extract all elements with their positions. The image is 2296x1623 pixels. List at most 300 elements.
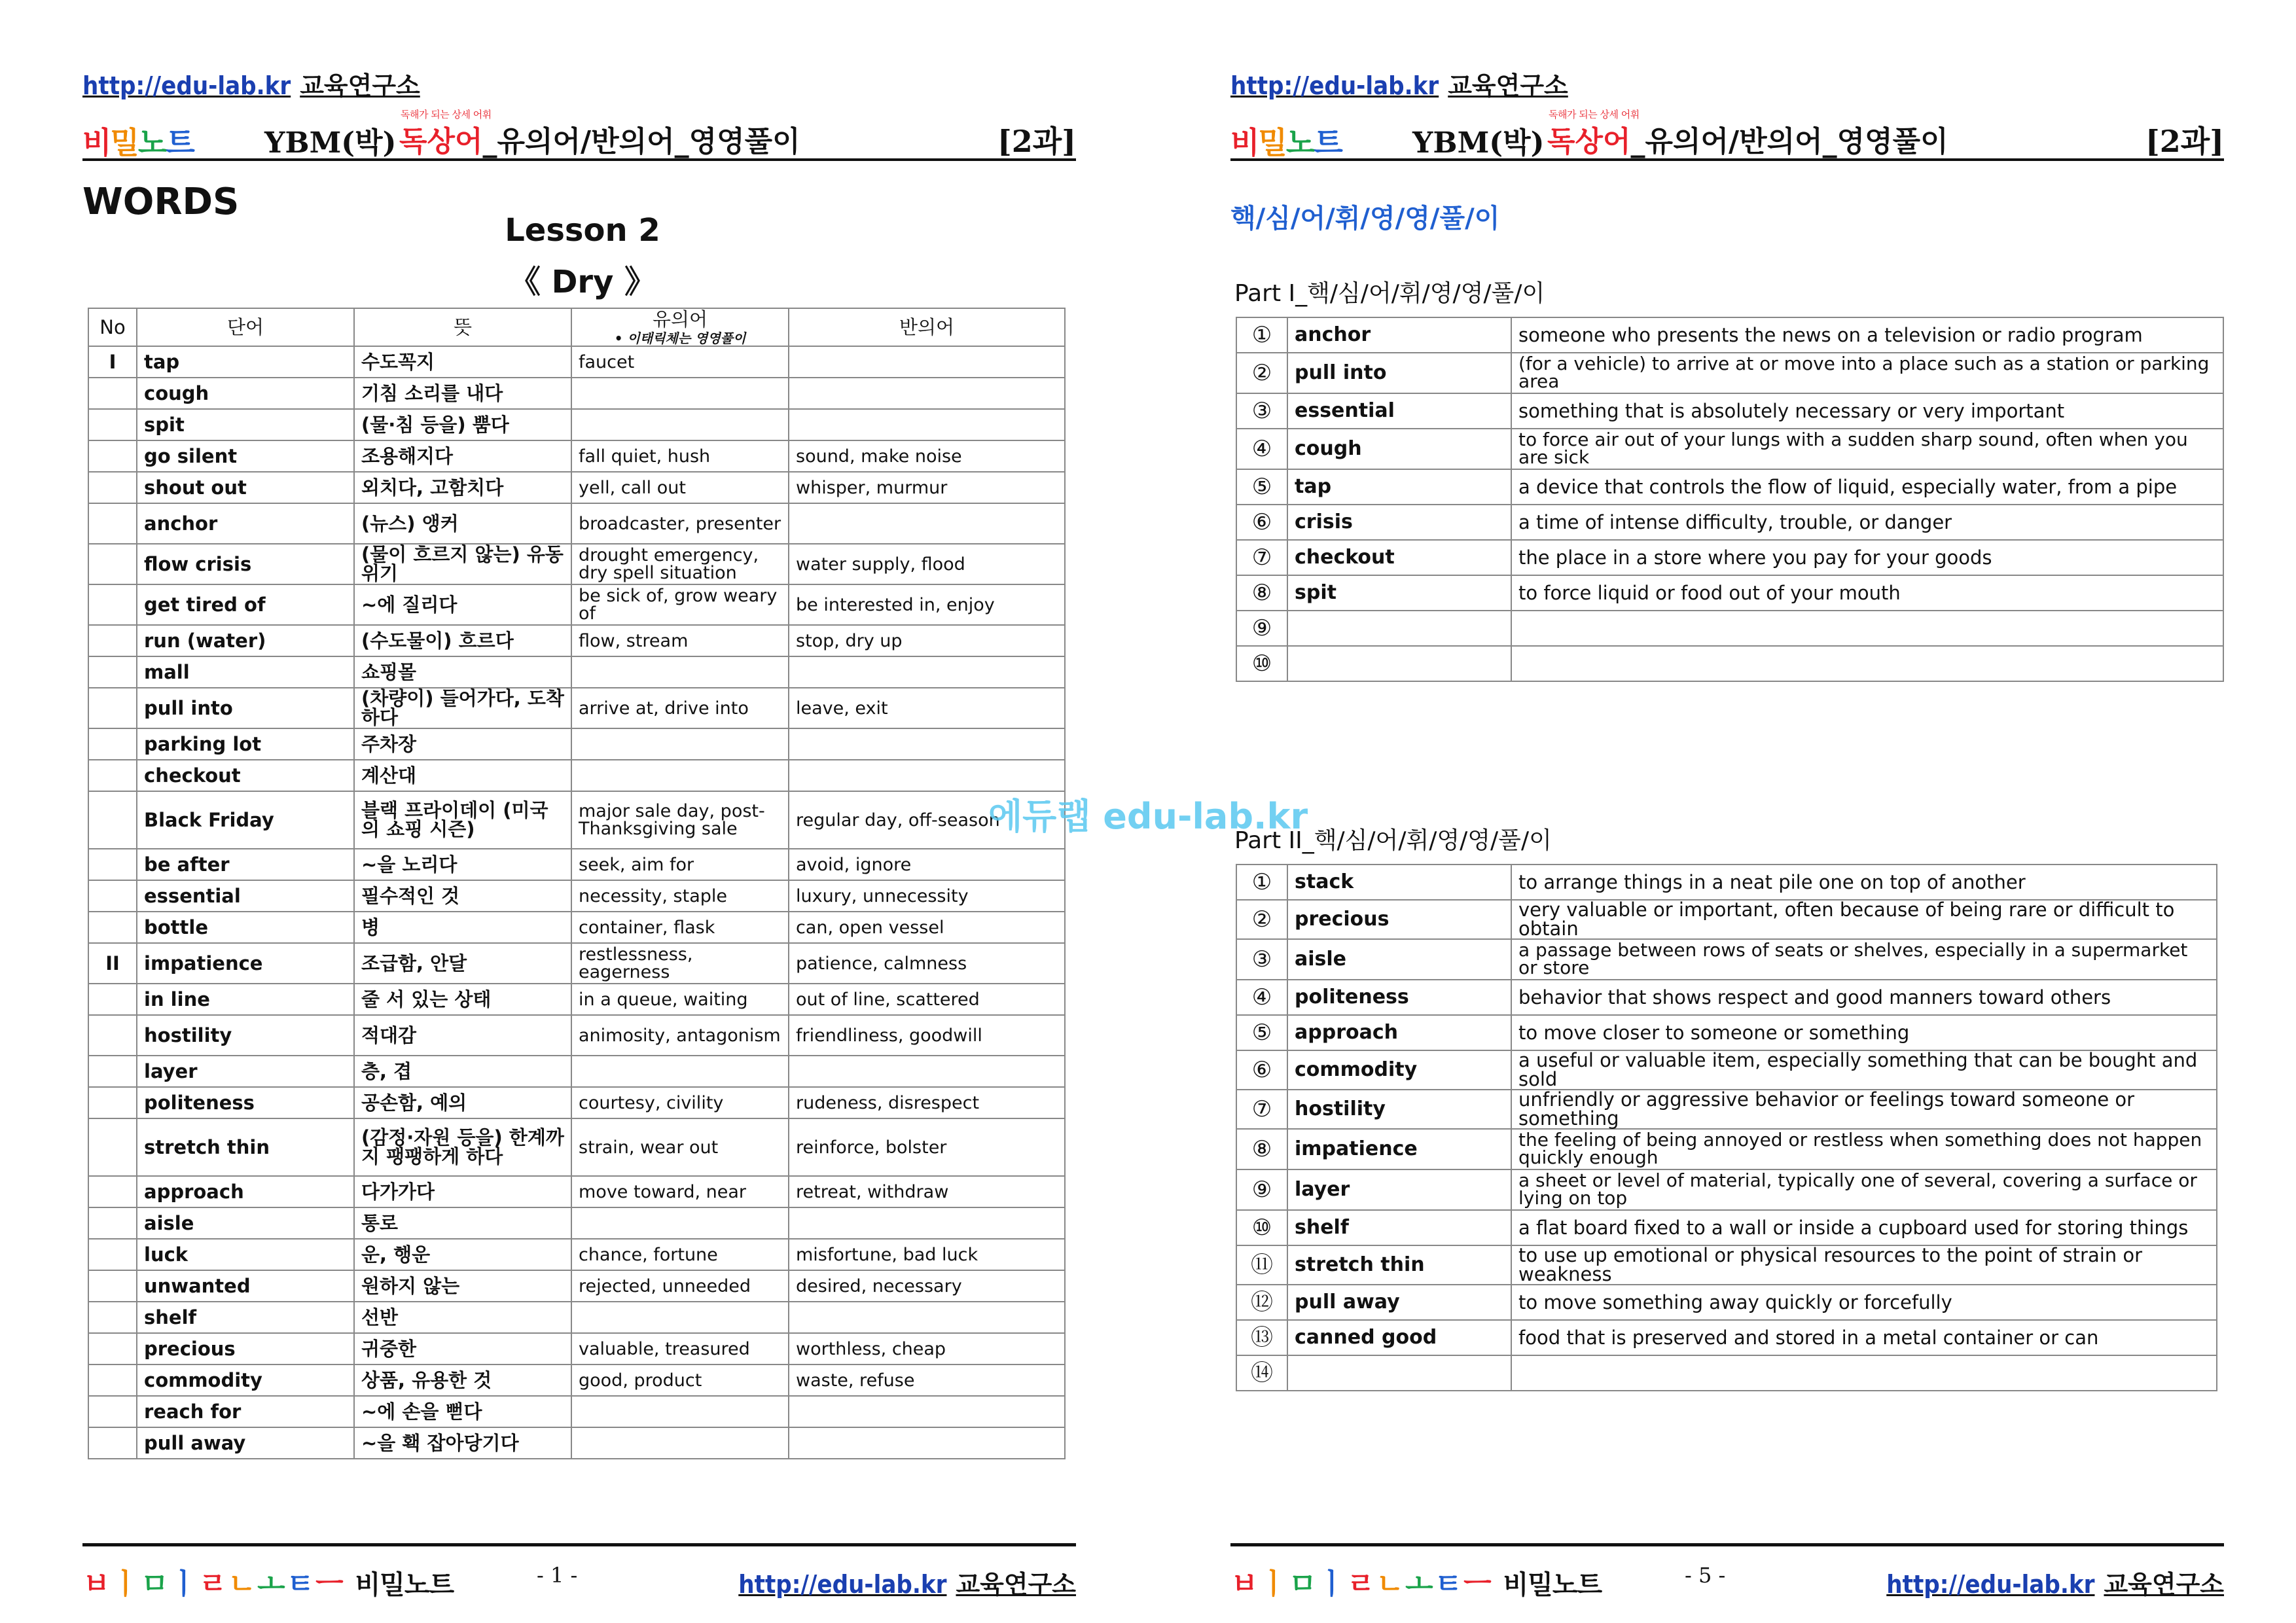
definition-row	[1236, 393, 2223, 429]
col-no: No	[88, 308, 137, 346]
vocab-meaning: (차량이) 들어가다, 도착하다	[354, 688, 571, 728]
row-number	[88, 656, 137, 688]
vocab-antonym: leave, exit	[789, 688, 1065, 728]
vocab-word: luck	[137, 1239, 354, 1270]
vocab-word: approach	[137, 1176, 354, 1207]
table-row	[88, 912, 1065, 943]
vocab-antonym: desired, necessary	[789, 1270, 1065, 1302]
table-row	[88, 584, 1065, 625]
vocab-meaning: (물·침 등을) 뿜다	[354, 409, 571, 440]
vocab-antonym: stop, dry up	[789, 625, 1065, 656]
vocab-word: aisle	[137, 1207, 354, 1239]
table-row	[88, 760, 1065, 791]
vocab-synonym	[571, 1302, 789, 1333]
vocab-meaning: ~을 홱 잡아당기다	[354, 1427, 571, 1459]
table-row	[88, 791, 1065, 849]
table-row	[88, 1427, 1065, 1459]
definition-term: cough	[1287, 429, 1511, 469]
footer-url-line[interactable]: http://edu-lab.kr 교육연구소	[1886, 1570, 2224, 1599]
vocab-antonym: worthless, cheap	[789, 1333, 1065, 1364]
vocab-synonym: animosity, antagonism	[571, 1015, 789, 1056]
vocab-meaning: 필수적인 것	[354, 880, 571, 912]
vocab-synonym	[571, 378, 789, 409]
row-number	[88, 984, 137, 1015]
definition-row	[1236, 353, 2223, 393]
part2-title: Part II_핵/심/어/휘/영/영/풀/이	[1234, 827, 1552, 854]
definition-number: ⑤	[1236, 469, 1287, 505]
definition-row	[1236, 1210, 2217, 1245]
vocab-word: hostility	[137, 1015, 354, 1056]
row-number	[88, 1056, 137, 1087]
definition-term: shelf	[1287, 1210, 1511, 1245]
vocab-word: pull away	[137, 1427, 354, 1459]
lesson-title: Lesson 2	[505, 212, 660, 249]
vocab-antonym	[789, 1207, 1065, 1239]
definition-number: ④	[1236, 429, 1287, 469]
table-row	[88, 1087, 1065, 1118]
vocab-antonym	[789, 1427, 1065, 1459]
vocab-word: stretch thin	[137, 1118, 354, 1176]
vocab-word: cough	[137, 378, 354, 409]
vocab-antonym	[789, 728, 1065, 760]
table-row	[88, 656, 1065, 688]
vocab-meaning: 다가가다	[354, 1176, 571, 1207]
definition-row	[1236, 980, 2217, 1015]
definition-row	[1236, 429, 2223, 469]
row-number	[88, 1207, 137, 1239]
vocab-meaning: 적대감	[354, 1015, 571, 1056]
vocab-word: parking lot	[137, 728, 354, 760]
vocab-antonym: reinforce, bolster	[789, 1118, 1065, 1176]
vocab-meaning: 조급함, 안달	[354, 943, 571, 984]
lesson-tag: [2과]	[2145, 124, 2224, 159]
vocab-word: layer	[137, 1056, 354, 1087]
vocab-meaning: 블랙 프라이데이 (미국의 쇼핑 시즌)	[354, 791, 571, 849]
vocab-synonym: container, flask	[571, 912, 789, 943]
vocab-synonym: rejected, unneeded	[571, 1270, 789, 1302]
definition-term: stack	[1287, 865, 1511, 900]
definition-row	[1236, 1320, 2217, 1355]
row-number	[88, 625, 137, 656]
row-number	[88, 1176, 137, 1207]
vocab-synonym: restlessness, eagerness	[571, 943, 789, 984]
definition-number: ①	[1236, 865, 1287, 900]
vocab-word: spit	[137, 409, 354, 440]
definition-term: anchor	[1287, 317, 1511, 353]
footer-url-line[interactable]: http://edu-lab.kr 교육연구소	[738, 1570, 1076, 1599]
definition-number: ①	[1236, 317, 1287, 353]
definition-text: a useful or valuable item, especially something that can be bought and sold	[1511, 1050, 2217, 1090]
vocab-word: pull into	[137, 688, 354, 728]
definition-row	[1236, 865, 2217, 900]
brand-logo: 비밀노트	[1230, 125, 1342, 160]
vocab-synonym: chance, fortune	[571, 1239, 789, 1270]
definition-row	[1236, 469, 2223, 505]
definition-term: precious	[1287, 900, 1511, 939]
publisher: YBM(박)	[264, 126, 397, 160]
definition-term: crisis	[1287, 505, 1511, 540]
definition-term: layer	[1287, 1169, 1511, 1210]
vocab-word: essential	[137, 880, 354, 912]
vocab-synonym: move toward, near	[571, 1176, 789, 1207]
table-row	[88, 1056, 1065, 1087]
table-row	[88, 849, 1065, 880]
definition-text: someone who presents the news on a television or radio program	[1511, 317, 2223, 353]
series-tagline: 독해가 되는 상세 어휘	[401, 109, 492, 120]
vocab-antonym	[789, 346, 1065, 378]
row-number	[88, 503, 137, 544]
row-number	[88, 1239, 137, 1270]
definition-row	[1236, 505, 2223, 540]
vocab-antonym: friendliness, goodwill	[789, 1015, 1065, 1056]
footer-rule	[82, 1543, 1076, 1546]
definition-text: a time of intense difficulty, trouble, or danger	[1511, 505, 2223, 540]
definition-number: ⑩	[1236, 646, 1287, 681]
vocab-meaning: 기침 소리를 내다	[354, 378, 571, 409]
definition-text	[1511, 611, 2223, 646]
vocab-meaning: 수도꼭지	[354, 346, 571, 378]
page-header	[1230, 99, 2224, 161]
definition-row	[1236, 1129, 2217, 1169]
definition-number: ⑪	[1236, 1245, 1287, 1285]
definition-text: unfriendly or aggressive behavior or feelings toward someone or something	[1511, 1090, 2217, 1129]
definition-text: to move something away quickly or forcefully	[1511, 1285, 2217, 1320]
footer-logo: ㅂㅣㅁㅣㄹㄴㅗㅌㅡ 비밀노트	[1230, 1567, 1602, 1601]
vocab-synonym: broadcaster, presenter	[571, 503, 789, 544]
vocab-antonym	[789, 1302, 1065, 1333]
vocab-word: anchor	[137, 503, 354, 544]
series-tagline: 독해가 되는 상세 어휘	[1549, 109, 1640, 120]
row-number	[88, 1333, 137, 1364]
row-number	[88, 728, 137, 760]
definition-term	[1287, 611, 1511, 646]
row-number	[88, 544, 137, 584]
vocab-antonym: can, open vessel	[789, 912, 1065, 943]
footer-url[interactable]: http://edu-lab.kr	[1886, 1570, 2095, 1599]
watermark: 에듀랩 edu-lab.kr	[988, 796, 1308, 837]
vocab-meaning: 귀중한	[354, 1333, 571, 1364]
lesson-tag: [2과]	[997, 124, 1076, 159]
row-number	[88, 1427, 137, 1459]
vocab-synonym: necessity, staple	[571, 880, 789, 912]
col-synonym: 유의어 • 이태릭체는 영영풀이	[571, 308, 789, 346]
row-number	[88, 472, 137, 503]
definition-row	[1236, 646, 2223, 681]
vocab-antonym: be interested in, enjoy	[789, 584, 1065, 625]
table-row	[88, 1176, 1065, 1207]
table-row	[88, 943, 1065, 984]
vocab-synonym: seek, aim for	[571, 849, 789, 880]
header-url-line[interactable]	[82, 65, 420, 101]
vocab-meaning: (뉴스) 앵커	[354, 503, 571, 544]
definition-term: approach	[1287, 1015, 1511, 1050]
table-row	[88, 1333, 1065, 1364]
page-number: - 5 -	[1685, 1563, 1726, 1588]
vocab-synonym: valuable, treasured	[571, 1333, 789, 1364]
brand-logo: 비밀노트	[82, 125, 194, 160]
vocabulary-table	[88, 308, 1066, 1459]
row-number	[88, 760, 137, 791]
definition-row	[1236, 540, 2223, 575]
vocab-antonym: sound, make noise	[789, 440, 1065, 472]
words-title: WORDS	[82, 181, 240, 223]
vocab-antonym	[789, 409, 1065, 440]
definition-number: ⑧	[1236, 1129, 1287, 1169]
table-row	[88, 1207, 1065, 1239]
vocab-word: Black Friday	[137, 791, 354, 849]
vocab-synonym: drought emergency, dry spell situation	[571, 544, 789, 584]
vocab-word: precious	[137, 1333, 354, 1364]
vocab-meaning: 쇼핑몰	[354, 656, 571, 688]
series-title: 독해가 되는 상세 어휘 독상어_유의어/반의어_영영풀이	[399, 109, 800, 158]
synonym-note: • 이태릭체는 영영풀이	[614, 330, 746, 346]
vocab-meaning: 줄 서 있는 상태	[354, 984, 571, 1015]
definition-number: ⑩	[1236, 1210, 1287, 1245]
table-row	[88, 1239, 1065, 1270]
vocab-meaning: 병	[354, 912, 571, 943]
definition-row	[1236, 900, 2217, 939]
definition-text: to use up emotional or physical resources to the point of strain or weakness	[1511, 1245, 2217, 1285]
vocab-word: in line	[137, 984, 354, 1015]
definition-text: very valuable or important, often because of being rare or difficult to obtain	[1511, 900, 2217, 939]
header-url-line[interactable]	[1230, 65, 1568, 101]
row-number	[88, 378, 137, 409]
vocab-word: impatience	[137, 943, 354, 984]
vocab-antonym	[789, 378, 1065, 409]
definition-row	[1236, 317, 2223, 353]
definition-number: ③	[1236, 393, 1287, 429]
row-number	[88, 912, 137, 943]
vocab-antonym: regular day, off-season	[789, 791, 1065, 849]
definition-term: pull into	[1287, 353, 1511, 393]
page-number: - 1 -	[537, 1563, 578, 1588]
definition-text: something that is absolutely necessary or very important	[1511, 393, 2223, 429]
row-number	[88, 440, 137, 472]
part2-definition-table	[1236, 864, 2217, 1391]
definition-text: the place in a store where you pay for your goods	[1511, 540, 2223, 575]
definition-number: ⑦	[1236, 1090, 1287, 1129]
row-number	[88, 1270, 137, 1302]
row-number	[88, 409, 137, 440]
col-meaning: 뜻	[354, 308, 571, 346]
vocab-synonym	[571, 760, 789, 791]
vocab-antonym: retreat, withdraw	[789, 1176, 1065, 1207]
table-row	[88, 472, 1065, 503]
definition-number: ⑨	[1236, 1169, 1287, 1210]
definition-text: a device that controls the flow of liquid, especially water, from a pipe	[1511, 469, 2223, 505]
row-number: I	[88, 346, 137, 378]
table-row	[88, 625, 1065, 656]
definition-row	[1236, 939, 2217, 980]
row-number	[88, 791, 137, 849]
definition-row	[1236, 1285, 2217, 1320]
definition-term: spit	[1287, 575, 1511, 611]
definition-text: to arrange things in a neat pile one on top of another	[1511, 865, 2217, 900]
header-url[interactable]: http://edu-lab.kr	[82, 71, 291, 100]
vocab-meaning: (물이 흐르지 않는) 유동 위기	[354, 544, 571, 584]
col-word: 단어	[137, 308, 354, 346]
vocab-synonym	[571, 1207, 789, 1239]
vocab-meaning: 선반	[354, 1302, 571, 1333]
definition-number: ⑨	[1236, 611, 1287, 646]
table-row	[88, 1118, 1065, 1176]
definition-text: to force air out of your lungs with a sudden sharp sound, often when you are sick	[1511, 429, 2223, 469]
vocab-antonym	[789, 760, 1065, 791]
vocab-synonym: courtesy, civility	[571, 1087, 789, 1118]
vocab-antonym: rudeness, disrespect	[789, 1087, 1065, 1118]
definition-row	[1236, 575, 2223, 611]
vocab-antonym: out of line, scattered	[789, 984, 1065, 1015]
definition-text	[1511, 1355, 2217, 1391]
vocab-meaning: ~을 노리다	[354, 849, 571, 880]
vocab-synonym	[571, 728, 789, 760]
vocab-word: shelf	[137, 1302, 354, 1333]
vocab-synonym: strain, wear out	[571, 1118, 789, 1176]
definition-term: canned good	[1287, 1320, 1511, 1355]
vocab-antonym	[789, 656, 1065, 688]
definition-term	[1287, 646, 1511, 681]
header-url[interactable]: http://edu-lab.kr	[1230, 71, 1439, 100]
vocab-antonym: luxury, unnecessity	[789, 880, 1065, 912]
table-row	[88, 440, 1065, 472]
header-org: 교육연구소	[1448, 71, 1568, 100]
vocab-antonym: patience, calmness	[789, 943, 1065, 984]
row-number	[88, 880, 137, 912]
vocab-meaning: ~에 손을 뻗다	[354, 1396, 571, 1427]
footer-url[interactable]: http://edu-lab.kr	[738, 1570, 947, 1599]
publisher: YBM(박)	[1412, 126, 1545, 160]
definition-term: pull away	[1287, 1285, 1511, 1320]
vocab-synonym: be sick of, grow weary of	[571, 584, 789, 625]
vocab-meaning: 층, 겹	[354, 1056, 571, 1087]
vocab-synonym: fall quiet, hush	[571, 440, 789, 472]
vocab-meaning: 조용해지다	[354, 440, 571, 472]
vocab-antonym	[789, 1056, 1065, 1087]
definition-text: the feeling of being annoyed or restless when something does not happen quickly enough	[1511, 1129, 2217, 1169]
definition-number: ⑬	[1236, 1320, 1287, 1355]
definition-text: food that is preserved and stored in a metal container or can	[1511, 1320, 2217, 1355]
vocab-meaning: (수도물이) 흐르다	[354, 625, 571, 656]
table-row	[88, 378, 1065, 409]
vocab-antonym: whisper, murmur	[789, 472, 1065, 503]
definition-number: ④	[1236, 980, 1287, 1015]
vocab-word: run (water)	[137, 625, 354, 656]
vocab-synonym: good, product	[571, 1364, 789, 1396]
definition-text: (for a vehicle) to arrive at or move into a place such as a station or parking area	[1511, 353, 2223, 393]
vocab-meaning: 통로	[354, 1207, 571, 1239]
vocab-antonym	[789, 1396, 1065, 1427]
vocab-antonym: misfortune, bad luck	[789, 1239, 1065, 1270]
vocab-meaning: 상품, 유용한 것	[354, 1364, 571, 1396]
definition-number: ⑭	[1236, 1355, 1287, 1391]
table-row	[88, 346, 1065, 378]
vocab-word: bottle	[137, 912, 354, 943]
vocab-word: commodity	[137, 1364, 354, 1396]
table-row	[88, 1015, 1065, 1056]
table-row	[88, 688, 1065, 728]
col-antonym: 반의어	[789, 308, 1065, 346]
core-vocab-title: 핵/심/어/휘/영/영/풀/이	[1230, 204, 1500, 234]
vocab-synonym	[571, 1427, 789, 1459]
definition-term	[1287, 1355, 1511, 1391]
definition-row	[1236, 611, 2223, 646]
vocab-antonym: water supply, flood	[789, 544, 1065, 584]
vocab-antonym	[789, 503, 1065, 544]
definition-text: a sheet or level of material, typically one of several, covering a surface or lying on top	[1511, 1169, 2217, 1210]
vocab-synonym: major sale day, post-Thanksgiving sale	[571, 791, 789, 849]
table-row	[88, 409, 1065, 440]
row-number	[88, 1015, 137, 1056]
definition-number: ⑧	[1236, 575, 1287, 611]
series-title: 독해가 되는 상세 어휘 독상어_유의어/반의어_영영풀이	[1547, 109, 1948, 158]
header-org: 교육연구소	[300, 71, 420, 100]
row-number	[88, 1118, 137, 1176]
row-number	[88, 1087, 137, 1118]
vocab-word: politeness	[137, 1087, 354, 1118]
definition-number: ②	[1236, 900, 1287, 939]
definition-term: impatience	[1287, 1129, 1511, 1169]
definition-row	[1236, 1245, 2217, 1285]
row-number	[88, 849, 137, 880]
vocab-meaning: (감정·자원 등을) 한계까지 팽팽하게 하다	[354, 1118, 571, 1176]
vocab-meaning: 외치다, 고함치다	[354, 472, 571, 503]
vocab-antonym: waste, refuse	[789, 1364, 1065, 1396]
definition-text: behavior that shows respect and good manners toward others	[1511, 980, 2217, 1015]
definition-number: ⑤	[1236, 1015, 1287, 1050]
vocab-word: get tired of	[137, 584, 354, 625]
vocab-synonym: flow, stream	[571, 625, 789, 656]
definition-row	[1236, 1015, 2217, 1050]
row-number	[88, 584, 137, 625]
right-page	[1148, 0, 2296, 1623]
vocab-meaning: 공손함, 예의	[354, 1087, 571, 1118]
table-row	[88, 1302, 1065, 1333]
vocab-word: tap	[137, 346, 354, 378]
vocab-meaning: 주차장	[354, 728, 571, 760]
vocab-synonym	[571, 1396, 789, 1427]
definition-term: essential	[1287, 393, 1511, 429]
vocab-word: unwanted	[137, 1270, 354, 1302]
definition-number: ③	[1236, 939, 1287, 980]
part1-definition-table	[1236, 317, 2224, 682]
definition-number: ⑥	[1236, 505, 1287, 540]
vocab-synonym: yell, call out	[571, 472, 789, 503]
table-row	[88, 1396, 1065, 1427]
table-row	[88, 728, 1065, 760]
definition-term: aisle	[1287, 939, 1511, 980]
part1-title: Part I_핵/심/어/휘/영/영/풀/이	[1234, 280, 1545, 307]
vocab-meaning: 원하지 않는	[354, 1270, 571, 1302]
definition-text: to force liquid or food out of your mouth	[1511, 575, 2223, 611]
table-row	[88, 1364, 1065, 1396]
vocab-word: be after	[137, 849, 354, 880]
definition-term: tap	[1287, 469, 1511, 505]
row-number: II	[88, 943, 137, 984]
row-number	[88, 1396, 137, 1427]
definition-number: ②	[1236, 353, 1287, 393]
definition-term: stretch thin	[1287, 1245, 1511, 1285]
lesson-subtitle: 《 Dry 》	[509, 264, 656, 300]
definition-number: ⑥	[1236, 1050, 1287, 1090]
vocab-meaning: ~에 질리다	[354, 584, 571, 625]
vocab-word: checkout	[137, 760, 354, 791]
vocab-word: flow crisis	[137, 544, 354, 584]
table-row	[88, 984, 1065, 1015]
definition-text: a flat board fixed to a wall or inside a cupboard used for storing things	[1511, 1210, 2217, 1245]
table-row	[88, 1270, 1065, 1302]
definition-text: to move closer to someone or something	[1511, 1015, 2217, 1050]
vocab-word: mall	[137, 656, 354, 688]
